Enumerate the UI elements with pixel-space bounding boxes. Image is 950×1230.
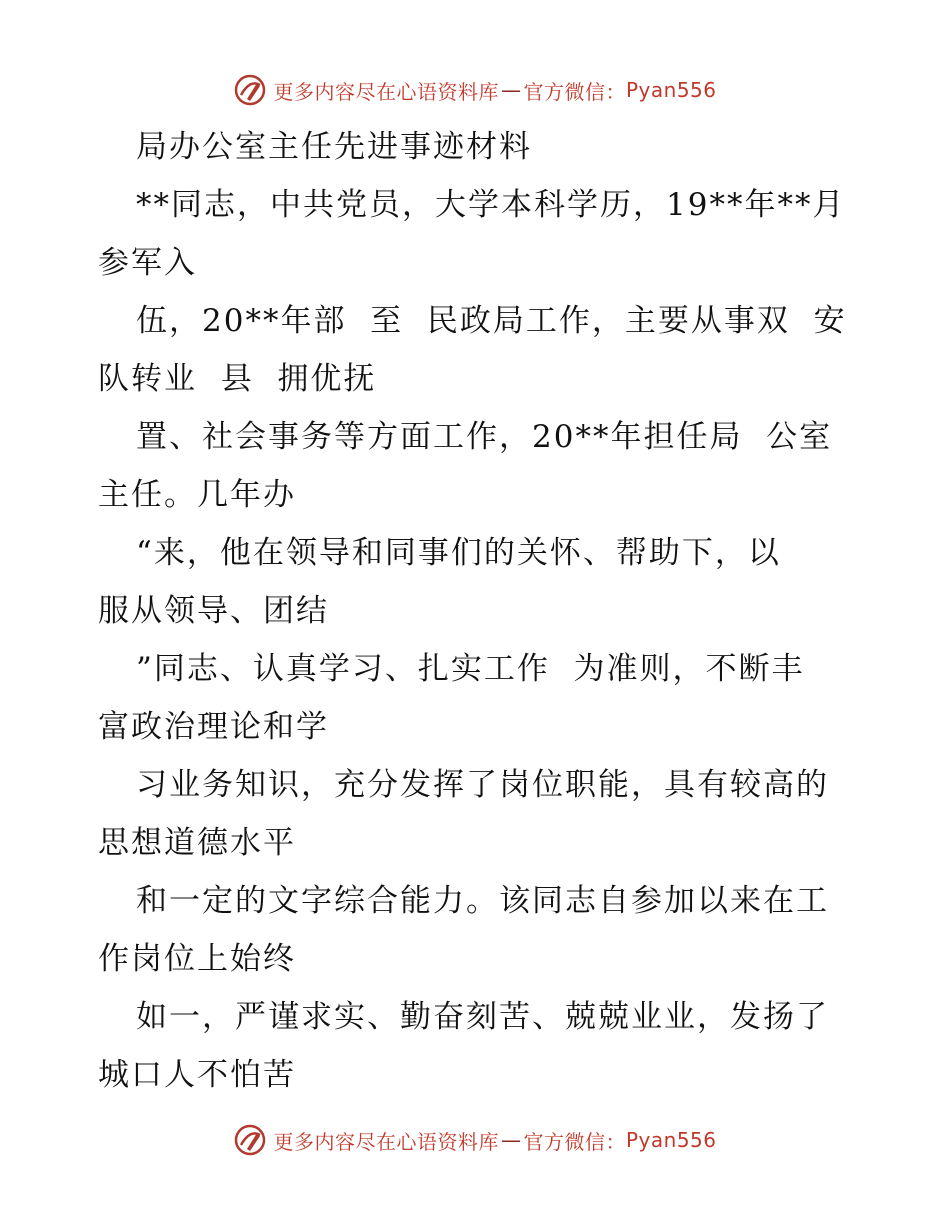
watermark-site-text: 更多内容尽在心语资料库 — [273, 1129, 499, 1154]
watermark-banner-bottom — [0, 1120, 950, 1160]
watermark-wechat-label: 官方微信： — [523, 79, 626, 104]
paragraph-line: 主任。几年办 — [98, 477, 296, 513]
paragraph-line: 富政治理论和学 — [98, 709, 329, 745]
paragraph-line: 队转业 县 拥优抚 — [98, 361, 377, 397]
watermark-handle: Pyan556 — [625, 1128, 717, 1152]
watermark-wechat-label: 官方微信： — [523, 1129, 626, 1154]
paragraph-line: “来，他在领导和同事们的关怀、帮助下，以 — [136, 535, 781, 571]
paragraph-line: 如一，严谨求实、勤奋刻苦、兢兢业业，发扬了 — [136, 999, 829, 1035]
paragraph-line: 习业务知识，充分发挥了岗位职能，具有较高的 — [136, 767, 829, 803]
watermark-banner-top — [0, 70, 950, 110]
watermark-handle: Pyan556 — [625, 78, 717, 102]
document-body — [98, 118, 858, 1104]
paragraph-line: 城口人不怕苦 — [98, 1057, 296, 1093]
watermark-separator: — — [500, 1128, 522, 1152]
paragraph-line: 服从领导、团结 — [98, 593, 329, 629]
document-title: 局办公室主任先进事迹材料 — [136, 129, 532, 165]
watermark-site-text: 更多内容尽在心语资料库 — [273, 79, 499, 104]
watermark-separator: — — [500, 78, 522, 102]
pen-logo-icon — [233, 73, 267, 107]
pen-logo-icon — [233, 1123, 267, 1157]
paragraph-line: 和一定的文字综合能力。该同志自参加以来在工 — [136, 883, 829, 919]
paragraph-line: 置、社会事务等方面工作，20**年担任局 公室 — [136, 419, 833, 455]
paragraph-line: 伍，20**年部 至 民政局工作，主要从事双 安 — [136, 303, 847, 339]
paragraph-line: ”同志、认真学习、扎实工作 为准则，不断丰 — [136, 651, 805, 687]
paragraph-line: 参军入 — [98, 245, 197, 281]
paragraph-line: **同志，中共党员，大学本科学历，19**年**月 — [136, 187, 846, 223]
paragraph-line: 作岗位上始终 — [98, 941, 296, 977]
paragraph-line: 思想道德水平 — [98, 825, 296, 861]
